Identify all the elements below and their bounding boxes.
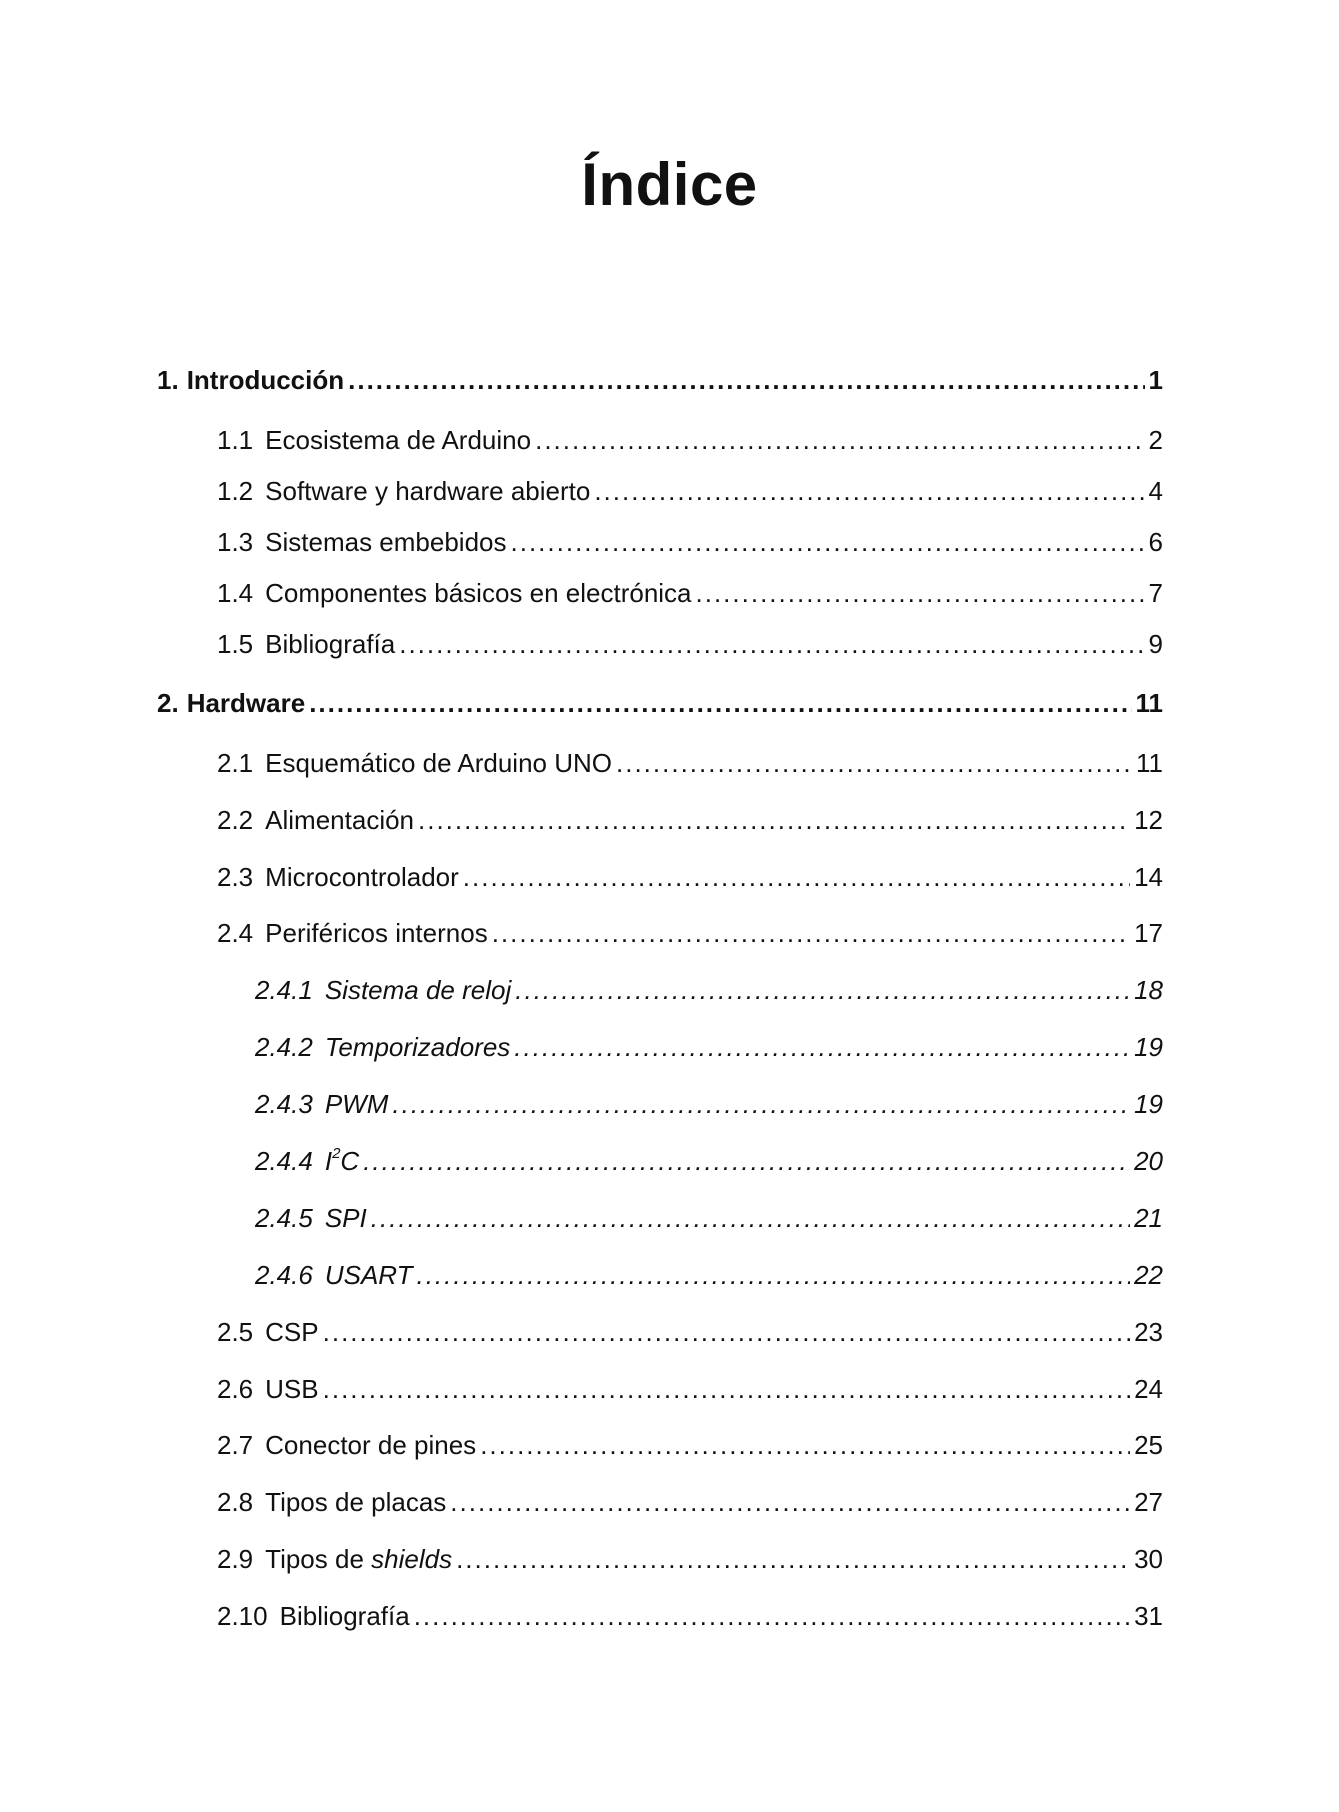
toc-entry-2-10[interactable] (217, 1596, 1163, 1636)
dot-leader (450, 1482, 1130, 1522)
toc-number: 2.1 (217, 748, 254, 778)
toc-entry-2-2[interactable] (217, 800, 1163, 840)
toc-label-part: I (324, 1146, 333, 1176)
dot-leader (594, 471, 1144, 511)
toc-entry-2-4-1[interactable] (255, 970, 1163, 1010)
dot-leader (511, 522, 1145, 562)
toc-label (313, 1141, 359, 1181)
toc-number: 2.4.2 (255, 1032, 313, 1062)
toc-number: 1.5 (217, 629, 254, 659)
toc-page-number: 1 (1148, 365, 1163, 395)
toc-label-part: C (340, 1146, 360, 1176)
toc-page-number: 20 (1134, 1146, 1163, 1176)
toc-page-number: 21 (1134, 1203, 1163, 1233)
toc-label: Introducción (186, 365, 345, 395)
toc-entry-2-6[interactable] (217, 1369, 1163, 1409)
dot-leader (463, 857, 1130, 897)
toc-page-number: 2 (1148, 425, 1163, 455)
toc-label: Software y hardware abierto (265, 476, 591, 506)
dot-leader (348, 360, 1144, 400)
toc-number: 2.7 (217, 1430, 254, 1460)
toc-label: Periféricos internos (265, 918, 488, 948)
toc-number: 2.4.6 (255, 1260, 313, 1290)
dot-leader (696, 573, 1145, 613)
toc-page-number: 24 (1134, 1374, 1163, 1404)
toc-label: Esquemático de Arduino UNO (265, 748, 613, 778)
dot-leader (323, 1312, 1130, 1352)
toc-label: SPI (324, 1203, 367, 1233)
toc-number: 2.4.5 (255, 1203, 313, 1233)
dot-leader (515, 970, 1130, 1010)
toc-entry-2-4-6[interactable] (255, 1255, 1163, 1295)
toc-page-number: 12 (1134, 805, 1163, 835)
toc-entry-2-7[interactable] (217, 1425, 1163, 1465)
toc-page-number: 25 (1134, 1430, 1163, 1460)
page-title: Índice (581, 151, 758, 218)
dot-leader (414, 1596, 1130, 1636)
toc-label: Tipos de placas (265, 1487, 447, 1517)
toc-number: 2.2 (217, 805, 254, 835)
toc-number: 1. (157, 365, 179, 395)
toc-label: USB (265, 1374, 319, 1404)
dot-leader (616, 743, 1132, 783)
toc-entry-2-4-2[interactable] (255, 1027, 1163, 1067)
toc-number: 2.4 (217, 918, 254, 948)
toc-page-number: 17 (1134, 918, 1163, 948)
dot-leader (371, 1198, 1130, 1238)
toc-page-number: 18 (1134, 975, 1163, 1005)
toc-page-number: 30 (1134, 1544, 1163, 1574)
toc-page-number: 11 (1135, 688, 1163, 718)
toc-label: Alimentación (265, 805, 415, 835)
toc-number: 1.4 (217, 578, 254, 608)
toc-entry-1-1[interactable] (217, 420, 1163, 460)
toc-entry-2-8[interactable] (217, 1482, 1163, 1522)
toc-label: Conector de pines (265, 1430, 477, 1460)
dot-leader (456, 1539, 1130, 1579)
toc-entry-2-4-4[interactable] (255, 1141, 1163, 1181)
dot-leader (492, 913, 1130, 953)
toc-page-number: 23 (1134, 1317, 1163, 1347)
toc-entry-1-2[interactable] (217, 471, 1163, 511)
toc-number: 2.8 (217, 1487, 254, 1517)
toc-number: 2.4.1 (255, 975, 313, 1005)
dot-leader (399, 624, 1144, 664)
toc-label: Microcontrolador (265, 862, 459, 892)
toc-number: 2. (157, 688, 179, 718)
toc-entry-1-5[interactable] (217, 624, 1163, 664)
toc-label: Hardware (186, 688, 306, 718)
dot-leader (309, 683, 1131, 723)
toc-entry-1-4[interactable] (217, 573, 1163, 613)
dot-leader (392, 1084, 1130, 1124)
toc-label-emphasis: shields (371, 1544, 453, 1574)
toc-label: Bibliografía (265, 629, 396, 659)
toc-label (253, 1539, 452, 1579)
toc-label: CSP (265, 1317, 319, 1347)
toc-number: 2.4.3 (255, 1089, 313, 1119)
dot-leader (514, 1027, 1130, 1067)
toc-label: Temporizadores (324, 1032, 511, 1062)
toc-number: 1.3 (217, 527, 254, 557)
toc-number: 2.10 (217, 1601, 268, 1631)
toc-page-number: 22 (1134, 1260, 1163, 1290)
dot-leader (416, 1255, 1130, 1295)
toc-page-number: 27 (1134, 1487, 1163, 1517)
toc-entry-chapter-1[interactable] (157, 360, 1163, 400)
toc-label: Sistema de reloj (324, 975, 512, 1005)
toc-entry-chapter-2[interactable] (157, 683, 1163, 723)
toc-number: 2.3 (217, 862, 254, 892)
dot-leader (418, 800, 1130, 840)
toc-page-number: 11 (1136, 748, 1163, 778)
toc-page-number: 19 (1134, 1032, 1163, 1062)
toc-entry-2-1[interactable] (217, 743, 1163, 783)
toc-page-number: 6 (1148, 527, 1163, 557)
toc-number: 2.6 (217, 1374, 254, 1404)
toc-label: USART (324, 1260, 413, 1290)
toc-number: 1.1 (217, 425, 254, 455)
dot-leader (535, 420, 1144, 460)
toc-number: 2.9 (217, 1544, 254, 1574)
toc-page-number: 9 (1148, 629, 1163, 659)
toc-page-number: 7 (1148, 578, 1163, 608)
toc-label: PWM (324, 1089, 389, 1119)
toc-entry-2-9[interactable] (217, 1539, 1163, 1579)
dot-leader (363, 1141, 1130, 1181)
toc-number: 2.4.4 (255, 1146, 313, 1176)
toc-label: Sistemas embebidos (265, 527, 507, 557)
toc-number: 1.2 (217, 476, 254, 506)
toc-number: 2.5 (217, 1317, 254, 1347)
toc-label: Bibliografía (279, 1601, 410, 1631)
toc-page-number: 31 (1134, 1601, 1163, 1631)
toc-page-number: 19 (1134, 1089, 1163, 1119)
toc-entry-2-3[interactable] (217, 857, 1163, 897)
toc-entry-1-3[interactable] (217, 522, 1163, 562)
toc-page-number: 4 (1148, 476, 1163, 506)
toc-label-part: Tipos de (265, 1544, 372, 1574)
dot-leader (480, 1425, 1130, 1465)
toc-page-number: 14 (1134, 862, 1163, 892)
toc-label: Componentes básicos en electrónica (265, 578, 692, 608)
toc-entry-2-4-3[interactable] (255, 1084, 1163, 1124)
toc-entry-2-4-5[interactable] (255, 1198, 1163, 1238)
dot-leader (323, 1369, 1130, 1409)
toc-label: Ecosistema de Arduino (265, 425, 532, 455)
toc-entry-2-4[interactable] (217, 913, 1163, 953)
toc-entry-2-5[interactable] (217, 1312, 1163, 1352)
superscript: 2 (332, 1145, 341, 1163)
